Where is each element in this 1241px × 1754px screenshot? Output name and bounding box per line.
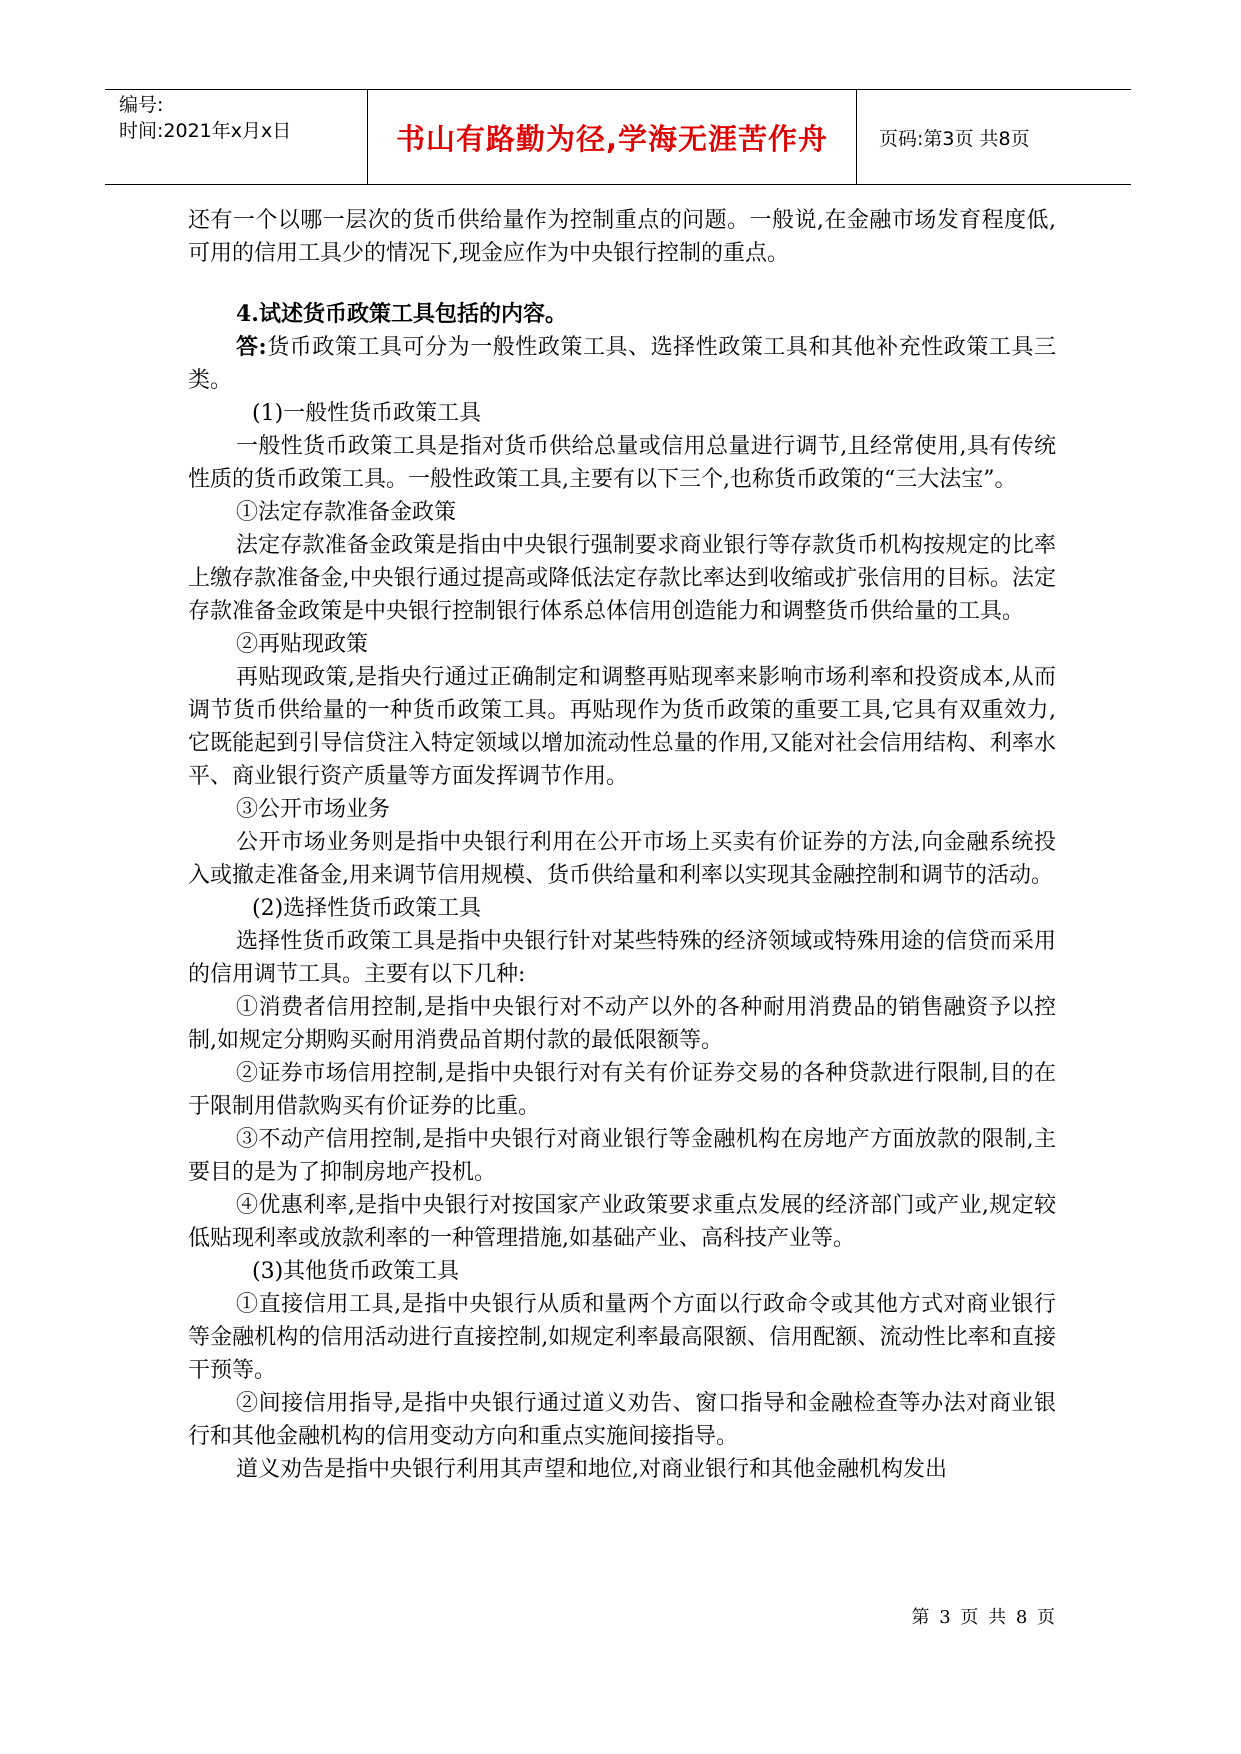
section-1-title: (1)一般性货币政策工具 bbox=[252, 401, 482, 426]
section-1-item-1-title: ①法定存款准备金政策 bbox=[236, 500, 457, 525]
section-1-text: 一般性货币政策工具是指对货币供给总量或信用总量进行调节,且经常使用,具有传统性质的货币政策工具。一般性政策工具,主要有以下三个,也称货币政策的“三大法宝”。 bbox=[188, 434, 1056, 492]
number-label: 编号: bbox=[119, 94, 164, 116]
section-2-item-4: ④优惠利率,是指中央银行对按国家产业政策要求重点发展的经济部门或产业,规定较低贴现利率或放款利率的一种管理措施,如基础产业、高科技产业等。 bbox=[188, 1193, 1056, 1251]
section-3-title: (3)其他货币政策工具 bbox=[252, 1259, 460, 1284]
header-right-cell bbox=[857, 90, 1131, 184]
section-2-item-3: ③不动产信用控制,是指中央银行对商业银行等金融机构在房地产方面放款的限制,主要目的是为了抑制房地产投机。 bbox=[188, 1127, 1056, 1185]
section-3-item-2: ②间接信用指导,是指中央银行通过道义劝告、窗口指导和金融检查等办法对商业银行和其他金融机构的信用变动方向和重点实施间接指导。 bbox=[188, 1391, 1056, 1449]
section-2-item-2: ②证券市场信用控制,是指中央银行对有关有价证券交易的各种贷款进行限制,目的在于限制用借款购买有价证券的比重。 bbox=[188, 1061, 1056, 1119]
motto-text: 书山有路勤为径,学海无涯苦作舟 bbox=[395, 121, 829, 156]
section-2-item-1: ①消费者信用控制,是指中央银行对不动产以外的各种耐用消费品的销售融资予以控制,如规定分期购买耐用消费品首期付款的最低限额等。 bbox=[188, 995, 1056, 1053]
section-2-title: (2)选择性货币政策工具 bbox=[252, 896, 482, 921]
footer-page-number: 第 3 页 共 8 页 bbox=[911, 1607, 1057, 1628]
section-1-item-2-text: 再贴现政策,是指央行通过正确制定和调整再贴现率来影响市场利率和投资成本,从而调节货币供给量的一种货币政策工具。再贴现作为货币政策的重要工具,它具有双重效力,它既能起到引导信贷注入特定领域以增加流动性总量的作用,又能对社会信用结构、利率水平、商业银行资产质量等方面发挥调节作用。 bbox=[188, 665, 1056, 789]
header-motto-cell bbox=[367, 90, 857, 184]
section-3-text: 道义劝告是指中央银行利用其声望和地位,对商业银行和其他金融机构发出 bbox=[236, 1457, 947, 1482]
question-heading: 4.试述货币政策工具包括的内容。 bbox=[236, 301, 567, 327]
answer-text: 货币政策工具可分为一般性政策工具、选择性政策工具和其他补充性政策工具三类。 bbox=[188, 335, 1056, 393]
document-body bbox=[188, 204, 1056, 1486]
page-footer bbox=[0, 1603, 1241, 1629]
section-1-item-3-title: ③公开市场业务 bbox=[236, 797, 391, 822]
paragraph-gap bbox=[188, 270, 1056, 298]
document-header bbox=[105, 89, 1131, 185]
intro-paragraph: 还有一个以哪一层次的货币供给量作为控制重点的问题。一般说,在金融市场发育程度低,可用的信用工具少的情况下,现金应作为中央银行控制的重点。 bbox=[188, 208, 1056, 266]
section-1-item-1-text: 法定存款准备金政策是指由中央银行强制要求商业银行等存款货币机构按规定的比率上缴存款准备金,中央银行通过提高或降低法定存款比率达到收缩或扩张信用的目标。法定存款准备金政策是中央银行控制银行体系总体信用创造能力和调整货币供给量的工具。 bbox=[188, 533, 1056, 624]
header-left-cell bbox=[105, 90, 367, 184]
answer-paragraph bbox=[188, 331, 1056, 397]
answer-label: 答: bbox=[236, 334, 267, 360]
section-1-item-2-title: ②再贴现政策 bbox=[236, 632, 369, 657]
page-info: 页码:第3页 共8页 bbox=[879, 127, 1030, 150]
section-2-text: 选择性货币政策工具是指中央银行针对某些特殊的经济领域或特殊用途的信贷而采用的信用调节工具。主要有以下几种: bbox=[188, 929, 1056, 987]
time-label: 时间:2021年x月x日 bbox=[119, 120, 292, 142]
section-3-item-1: ①直接信用工具,是指中央银行从质和量两个方面以行政命令或其他方式对商业银行等金融机构的信用活动进行直接控制,如规定利率最高限额、信用配额、流动性比率和直接干预等。 bbox=[188, 1292, 1056, 1383]
section-1-item-3-text: 公开市场业务则是指中央银行利用在公开市场上买卖有价证券的方法,向金融系统投入或撤走准备金,用来调节信用规模、货币供给量和利率以实现其金融控制和调节的活动。 bbox=[188, 830, 1056, 888]
